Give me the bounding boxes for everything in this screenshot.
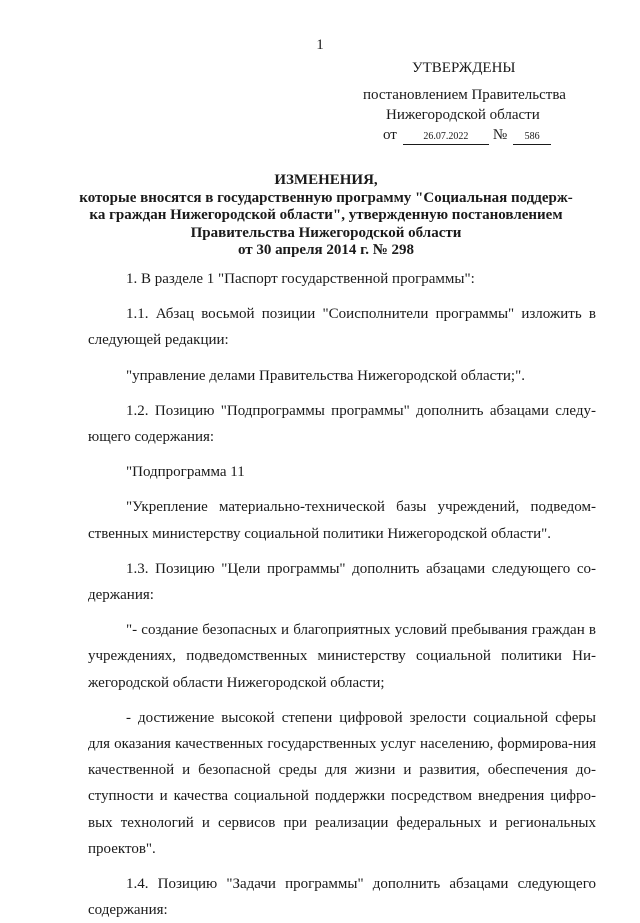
page-number: 1	[316, 37, 324, 53]
approval-line-2: Нижегородской области	[386, 107, 540, 123]
approval-date-line	[383, 127, 551, 145]
title-line-3: Правительства Нижегородской области	[190, 224, 462, 241]
document-title	[60, 172, 592, 260]
paragraph-1-2: 1.2. Позицию "Подпрограммы программы" дополнить абзацами следу-ющего содержания:	[88, 402, 596, 446]
approval-date: 26.07.2022	[403, 130, 489, 145]
approval-line-1: постановлением Правительства	[363, 87, 566, 103]
paragraph-subprogram: "Подпрограмма 11	[126, 464, 245, 481]
paragraph-goal-1: "- создание безопасных и благоприятных условий пребывания граждан в учреждениях, подведомственных министерству социальной политики Ни-жегородской области Нижегородской области;	[88, 622, 596, 691]
approval-from-label: от	[383, 127, 397, 143]
approval-number-label: №	[492, 127, 508, 143]
paragraph-subprogram-title: "Укрепление материально-технической базы учреждений, подведом-ственных министерству социальной политики Нижегородской области".	[88, 499, 596, 542]
paragraph-1-3: 1.3. Позицию "Цели программы" дополнить абзацами следующего со-держания:	[88, 560, 596, 604]
title-line-4: от 30 апреля 2014 г. № 298	[237, 242, 415, 258]
approval-number: 586	[513, 130, 551, 145]
document-body	[88, 266, 596, 923]
title-line-2: ка граждан Нижегородской области", утвержденную постановлением	[89, 207, 563, 223]
approval-title: УТВЕРЖДЕНЫ	[412, 60, 516, 76]
title-line-1: которые вносятся в государственную программу "Социальная поддерж-	[79, 189, 573, 206]
paragraph-1-1: 1.1. Абзац восьмой позиции "Соисполнители программы" изложить в следующей редакции:	[88, 306, 596, 349]
title-heading: ИЗМЕНЕНИЯ,	[274, 172, 378, 188]
paragraph-1: 1. В разделе 1 "Паспорт государственной программы":	[126, 271, 475, 287]
paragraph-quote-1: "управление делами Правительства Нижегородской области;".	[126, 367, 525, 384]
paragraph-1-4: 1.4. Позицию "Задачи программы" дополнить абзацами следующего содержания:	[88, 876, 596, 919]
paragraph-goal-2: - достижение высокой степени цифровой зрелости социальной сферы для оказания качественных государственных услуг населению, формирова-ния качественной и безопасной среды для жизни и развития, обеспечения до-ступности и качества социальной поддержки посредством внедрения цифро-вых технологий и сервисов при реализации федеральных и региональных проектов".	[88, 709, 596, 857]
